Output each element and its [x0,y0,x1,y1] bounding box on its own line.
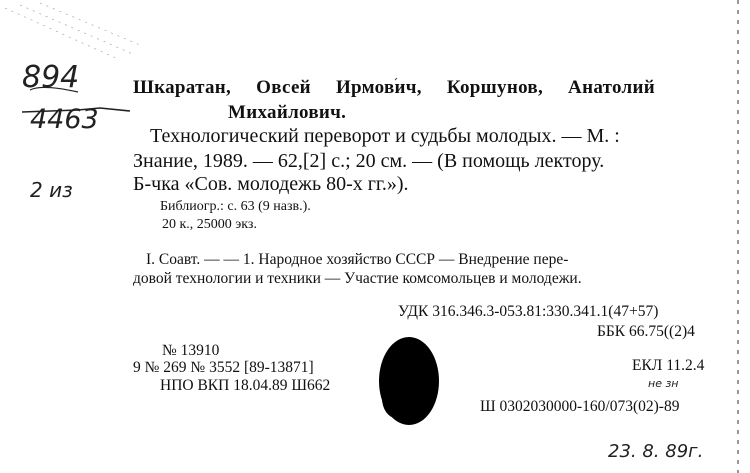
order-line: 9 № 269 № 3552 [89-13871] [133,359,314,376]
subject-line-2: довой технологии и техники — Участие комсомольцев и молодежи. [133,270,582,287]
title-line-2: Знание, 1989. — 62,[2] с.; 20 см. — (В помощь лектору. [133,150,605,172]
corner-note: 23. 8. 89г. [608,441,704,462]
card-number: № 13910 [162,342,220,359]
ink-blot-edge [382,378,410,418]
ekl-code: ЕКЛ 11.2.4 [632,357,705,374]
bibliography-note: Библиогр.: с. 63 (9 назв.). [160,199,311,214]
title-line-1: Технологический переворот и судьбы молодых. — М. : [150,125,620,147]
udk-code: УДК 316.346.3-053.81:330.341.1(47+57) [398,303,659,320]
npo-line: НПО ВКП 18.04.89 Ш662 [160,377,331,394]
price-print-run: 20 к., 25000 экз. [162,217,257,232]
scratch-lines [5,3,140,60]
small-note: не зн [648,377,679,390]
shelfmark-bottom: 4463 [30,104,99,135]
subject-line-1: I. Соавт. — — 1. Народное хозяйство СССР — Внедрение пере- [146,251,569,268]
shelfmark-top: 894 [22,60,80,95]
bbk-code: ББК 66.75((2)4 [597,323,695,340]
author-line-2: Михайлович. [228,102,347,123]
price-code: Ш 0302030000-160/073(02)-89 [480,398,680,415]
side-note: 2 из [30,178,73,202]
author-line-1: Шкаратан, Овсей Ирмович, Коршунов, Анатолий [133,77,656,98]
title-line-3: Б-чка «Сов. молодежь 80-х гг.»). [133,173,409,195]
